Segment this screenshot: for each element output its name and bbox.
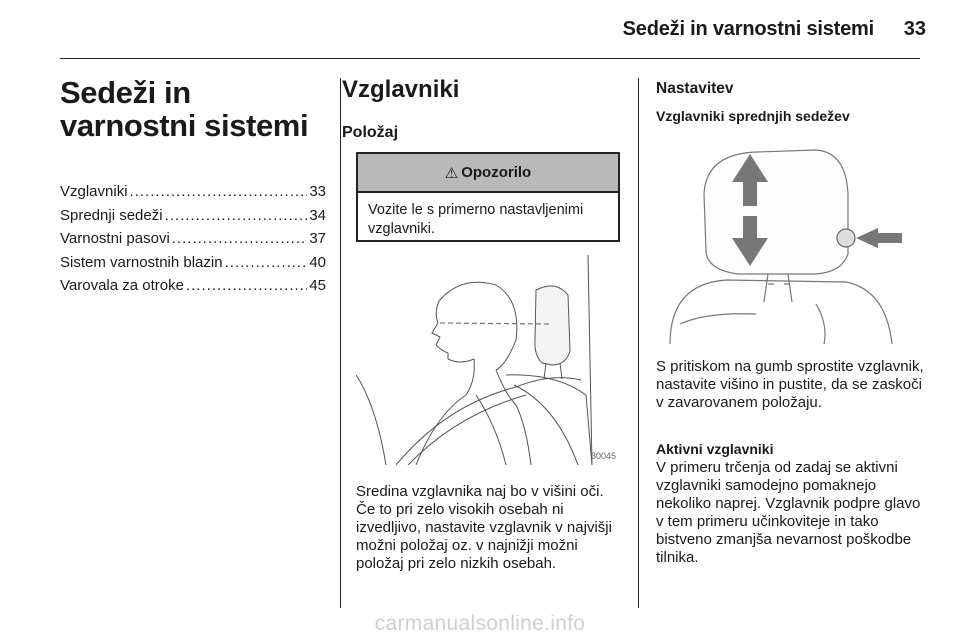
toc-entry[interactable] [60, 204, 326, 228]
toc-entry-page: 37 [309, 230, 326, 247]
warning-box [356, 152, 620, 242]
headrest-position-illustration [356, 255, 620, 465]
header-divider [60, 58, 920, 59]
paragraph-headrest-height: Sredina vzglavnika naj bo v višini oči. Če to pri zelo visokih osebah ni izvedljivo, nastavite vzglavnik v najvišji možni položaj oz. v najnižji možni položaj pri zelo nizkih osebah. [356, 483, 612, 572]
column-divider-2 [638, 78, 639, 608]
warning-text: Vozite le s primerno nastavljenimi vzglavniki. [368, 202, 584, 237]
front-seat-headrest-subheading: Vzglavniki sprednjih sedežev [656, 108, 850, 124]
toc-entry-label: Varnostni pasovi [60, 230, 170, 247]
toc-entry-page: 34 [309, 206, 326, 224]
headrest-adjustment-illustration [656, 134, 920, 344]
table-of-contents [60, 180, 326, 298]
toc-entry[interactable] [60, 180, 326, 204]
section-title: Vzglavniki [342, 76, 460, 103]
toc-entry[interactable] [60, 274, 326, 298]
warning-icon: ⚠ [444, 164, 459, 182]
toc-entry-page: 45 [309, 277, 326, 294]
toc-entry-label: Varovala za otroke [60, 277, 184, 294]
subsection-title: Položaj [342, 124, 399, 141]
adjustment-instructions: S pritiskom na gumb sprostite vzglavnik, nastavite višino in pustite, da se zaskoči v zavarovanem položaju. [656, 358, 924, 411]
toc-entry-label: Sprednji sedeži [60, 206, 163, 224]
toc-entry-label: Vzglavniki [60, 183, 128, 200]
active-headrests-heading: Aktivni vzglavniki [656, 441, 774, 457]
toc-entry-page: 40 [309, 253, 326, 271]
figure-code: 30045 [590, 451, 616, 461]
watermark: carmanualsonline.info [374, 612, 586, 635]
running-header-title: Sedeži in varnostni sistemi [622, 18, 874, 40]
warning-heading: Opozorilo [461, 164, 532, 181]
headrest-adjust-drawing [656, 134, 920, 344]
adjustment-heading: Nastavitev [656, 80, 734, 97]
active-headrests-text: V primeru trčenja od zadaj se aktivni vzglavniki samodejno pomaknejo nekoliko naprej. Vzglavnik podpre glavo v tem primeru učinkoviteje in tako bistveno zmanjša nevarnost poškodbe tilnika. [656, 459, 921, 566]
toc-entry-label: Sistem varnostnih blazin [60, 253, 223, 271]
driver-headrest-drawing [356, 255, 620, 465]
page-number: 33 [903, 18, 926, 40]
toc-entry[interactable] [60, 251, 326, 275]
toc-entry[interactable] [60, 227, 326, 251]
chapter-title: Sedeži in varnostni sistemi [60, 75, 309, 143]
toc-entry-page: 33 [309, 183, 326, 200]
column-divider-1 [340, 78, 341, 608]
warning-header [358, 154, 618, 193]
